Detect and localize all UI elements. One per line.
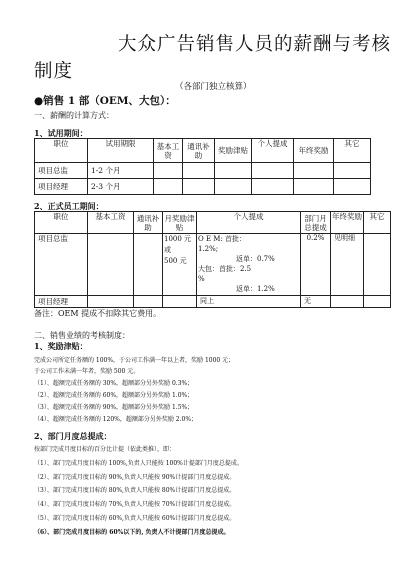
cell-line: 1000 元 (164, 235, 192, 243)
table-header: 个人提成 (197, 212, 301, 234)
monthly-bonus-cell (163, 234, 197, 296)
trial-table-header-row (35, 139, 371, 163)
document-title-continued: 制度 (34, 61, 74, 82)
cell-line: 大包：首批：2.5 (198, 265, 252, 273)
part2-heading: 二、销售业绩的考核制度： (34, 331, 130, 340)
table-cell (252, 163, 294, 179)
table-header: 其它 (364, 212, 391, 234)
cell-line: 返单：1.2% (236, 285, 275, 293)
trial-period-table (34, 138, 371, 195)
table-cell (294, 179, 334, 195)
table-cell (334, 179, 371, 195)
table-header: 职位 (35, 212, 88, 234)
table-cell: 2-3 个月 (88, 179, 154, 195)
table-header: 奖励津贴 (215, 139, 252, 163)
table-header: 通讯补助 (183, 139, 215, 163)
table-cell (183, 163, 215, 179)
award-line: （2）、超额完成任务额的 60%，超额部分另外奖励 1.0%； (34, 392, 194, 399)
table-cell (364, 234, 391, 296)
award-heading: 1、奖励津贴： (34, 341, 88, 351)
cell-line: 返单：0.7% (236, 255, 275, 263)
table-header: 个人提成 (252, 139, 294, 163)
award-line: （1）、超额完成任务额的 30%，超额部分另外奖励 0.3%； (34, 380, 194, 387)
dept-line: （3）、部门完成月度目标的 80%,负责人只能按 80%计提部门月度总提成。 (34, 487, 236, 494)
table-cell (163, 296, 197, 308)
table-cell (183, 179, 215, 195)
table-cell (334, 163, 371, 179)
table-header: 试用期限 (88, 139, 154, 163)
cell-line: O E M: 首批： (198, 235, 247, 243)
dept-line-emphasis: （6）、部门完成月度目标的 60%以下的, 负责人不计提部门月度总提成。 (34, 529, 230, 536)
cell-line: 1.2%; (198, 245, 219, 253)
table-cell: 项目经理 (35, 296, 88, 308)
table-cell (294, 163, 334, 179)
award-line: （4）、超额完成任务额的 120%，超额部分另外奖励 2.0%； (34, 416, 198, 423)
table-cell: 项目总监 (35, 163, 88, 179)
trial-period-heading: 1、试用期间： (34, 128, 88, 138)
award-line: 于公司工作未满一年者，奖励 500 元。 (34, 368, 140, 375)
table-header: 基本工资 (154, 139, 183, 163)
table-cell (331, 296, 364, 308)
table-row (35, 296, 391, 308)
table-cell: 同上 (197, 296, 301, 308)
document-subtitle: （各部门独立核算） (175, 82, 252, 92)
table-row (35, 163, 371, 179)
table-cell (88, 234, 134, 296)
section-heading-sales-1: ●销售 1 部（OEM、大包）： (34, 95, 176, 107)
table-header: 部门月总提成 (301, 212, 331, 234)
table-cell (215, 163, 252, 179)
table-cell (88, 296, 134, 308)
table-cell: 项目经理 (35, 179, 88, 195)
document-title: 大众广告销售人员的薪酬与考核 (118, 34, 392, 55)
table-header: 通讯补助 (134, 212, 163, 234)
table-cell (134, 234, 163, 296)
table-cell (364, 296, 391, 308)
formal-period-table (34, 211, 391, 308)
dept-line: （4）、部门完成月度目标的 70%,负责人只能按 70%计提部门月度总提成。 (34, 501, 236, 508)
table-header: 基本工资 (88, 212, 134, 234)
table-row (35, 234, 391, 296)
table-header: 年终奖励 (294, 139, 334, 163)
table-header: 职位 (35, 139, 88, 163)
table-cell (154, 163, 183, 179)
table-cell: 项目总监 (35, 234, 88, 296)
table-header: 月奖励津贴 (164, 213, 195, 232)
formal-period-heading: 2、正式员工期间： (34, 201, 104, 211)
table-cell (154, 179, 183, 195)
award-line: （3）、超额完成任务额的 90%，超额部分另外奖励 1.5%； (34, 404, 194, 411)
table-cell (134, 296, 163, 308)
dept-line: 按部门完成月度目标的百分比计提（依此类推），即： (34, 446, 176, 453)
dept-line: （5）、部门完成月度目标的 60%,负责人只能按 60%计提部门月度总提成。 (34, 515, 236, 522)
table-header: 其它 (334, 139, 371, 163)
table-cell (215, 179, 252, 195)
table-row (35, 179, 371, 195)
part1-heading: 一、薪酬的计算方式： (34, 111, 114, 120)
dept-line: （1）、部门完成月度目标的 100%,负责人只能按 100%计提部门月度总提成。 (34, 460, 243, 467)
year-end-cell: 见明细 (331, 234, 364, 296)
table-cell: 1-2 个月 (88, 163, 154, 179)
cell-line: 或 (164, 246, 171, 254)
cell-line: % (198, 275, 205, 283)
table-cell: 无 (301, 296, 331, 308)
cell-line: 500 元 (164, 257, 187, 265)
dept-commission-heading: 2、部门月度总提成： (34, 431, 112, 441)
table-cell (252, 179, 294, 195)
formal-table-header-row (35, 212, 391, 234)
table-header: 年终奖励 (331, 212, 364, 234)
award-line: 完成公司所定任务额的 100%，于公司工作满一年以上者，奖励 1000 元； (34, 357, 235, 364)
dept-commission-cell: 0.2% (301, 234, 331, 296)
formal-table-note: 备注：OEM 提成不扣除其它费用。 (34, 309, 162, 318)
commission-cell (197, 234, 301, 296)
dept-line: （2）、部门完成月度目标的 90%,负责人只能按 90%计提部门月度总提成。 (34, 474, 236, 481)
